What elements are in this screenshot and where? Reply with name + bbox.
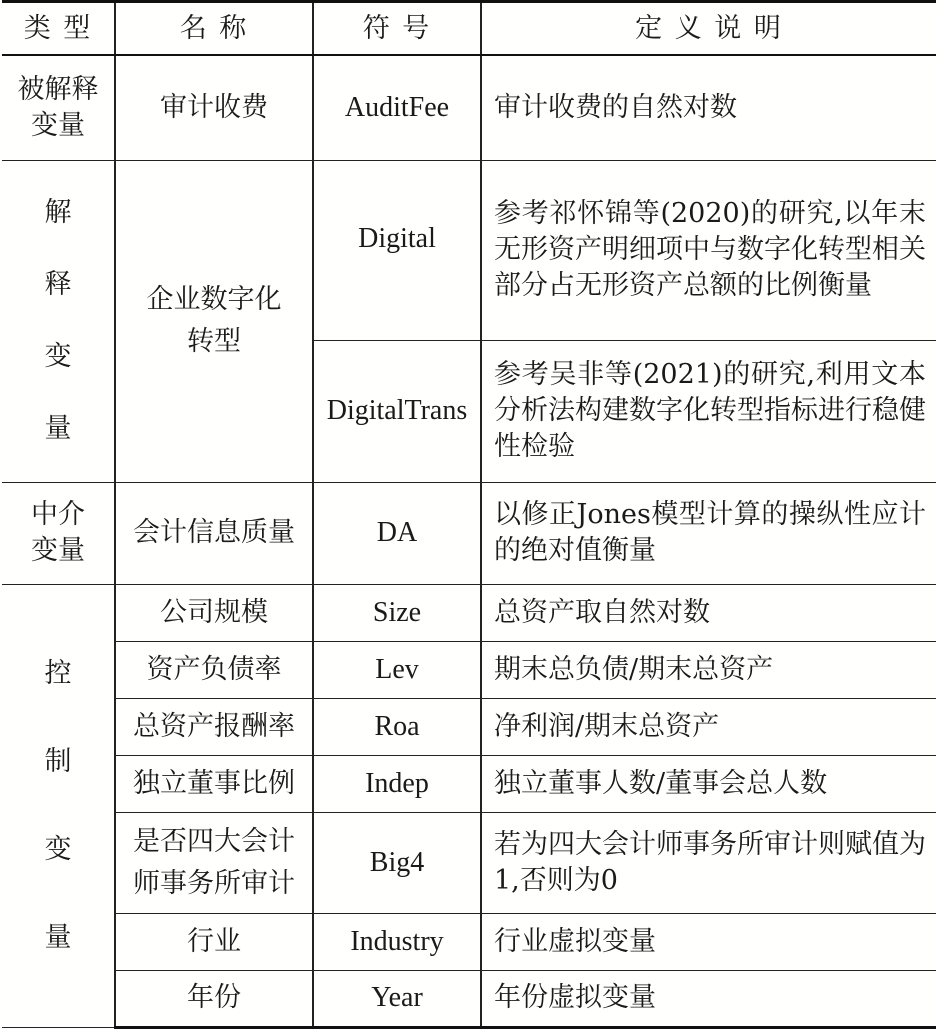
variable-definition-table <box>2 0 936 1029</box>
name-cell: 行业 <box>115 913 313 970</box>
name-cell: 企业数字化转型 <box>115 160 313 482</box>
definition-cell: 独立董事人数/董事会总人数 <box>481 755 936 812</box>
name-cell: 独立董事比例 <box>115 755 313 812</box>
name-cell: 公司规模 <box>115 584 313 641</box>
symbol-cell: Digital <box>313 160 481 340</box>
symbol-cell: DigitalTrans <box>313 340 481 482</box>
definition-cell: 参考祁怀锦等(2020)的研究,以年末无形资产明细项中与数字化转型相关部分占无形资产总额的比例衡量 <box>481 160 936 340</box>
symbol-cell: Lev <box>313 641 481 698</box>
table-row <box>2 970 936 1027</box>
type-cell-mediator: 中介变量 <box>2 482 115 584</box>
table-row <box>2 160 936 340</box>
table-row <box>2 698 936 755</box>
table-row <box>2 482 936 584</box>
table-row <box>2 812 936 913</box>
definition-cell: 参考吴非等(2021)的研究,利用文本分析法构建数字化转型指标进行稳健性检验 <box>481 340 936 482</box>
table-row <box>2 584 936 641</box>
header-symbol: 符 号 <box>313 2 481 56</box>
symbol-cell: Industry <box>313 913 481 970</box>
name-cell: 年份 <box>115 970 313 1027</box>
name-cell: 总资产报酬率 <box>115 698 313 755</box>
type-cell-dependent: 被解释变量 <box>2 55 115 160</box>
header-type: 类 型 <box>2 2 115 56</box>
table-header-row <box>2 2 936 56</box>
table-row <box>2 55 936 160</box>
name-cell: 资产负债率 <box>115 641 313 698</box>
symbol-cell: AuditFee <box>313 55 481 160</box>
definition-cell: 行业虚拟变量 <box>481 913 936 970</box>
type-cell-explanatory: 解释变量 <box>2 160 115 482</box>
symbol-cell: Year <box>313 970 481 1027</box>
name-cell: 是否四大会计师事务所审计 <box>115 812 313 913</box>
header-definition: 定 义 说 明 <box>481 2 936 56</box>
definition-cell: 审计收费的自然对数 <box>481 55 936 160</box>
symbol-cell: Big4 <box>313 812 481 913</box>
symbol-cell: Indep <box>313 755 481 812</box>
definition-cell: 总资产取自然对数 <box>481 584 936 641</box>
definition-cell: 净利润/期末总资产 <box>481 698 936 755</box>
type-cell-control: 控制变量 <box>2 584 115 1027</box>
definition-cell: 年份虚拟变量 <box>481 970 936 1027</box>
table-row <box>2 913 936 970</box>
symbol-cell: Roa <box>313 698 481 755</box>
definition-cell: 以修正Jones模型计算的操纵性应计的绝对值衡量 <box>481 482 936 584</box>
definition-cell: 若为四大会计师事务所审计则赋值为1,否则为0 <box>481 812 936 913</box>
symbol-cell: DA <box>313 482 481 584</box>
name-cell: 会计信息质量 <box>115 482 313 584</box>
symbol-cell: Size <box>313 584 481 641</box>
definition-cell: 期末总负债/期末总资产 <box>481 641 936 698</box>
header-name: 名 称 <box>115 2 313 56</box>
table-row <box>2 755 936 812</box>
table-row <box>2 641 936 698</box>
name-cell: 审计收费 <box>115 55 313 160</box>
